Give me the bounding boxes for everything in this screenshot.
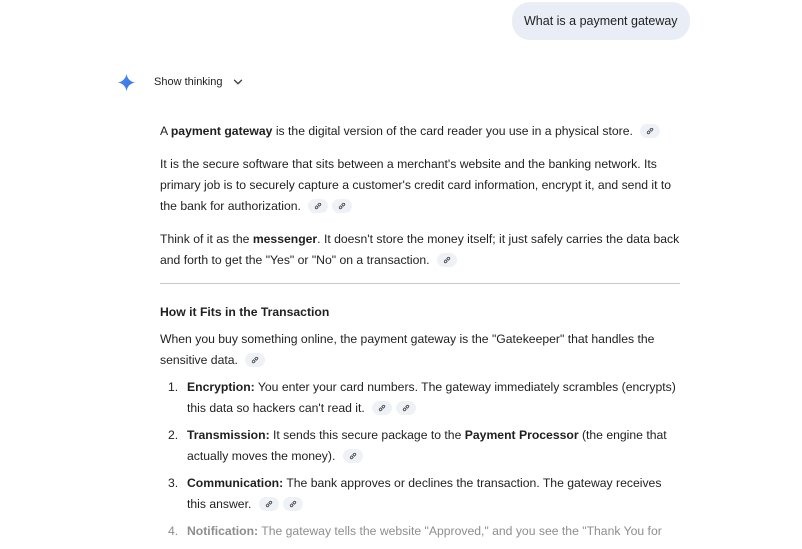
step-title: Communication: (187, 476, 284, 490)
citation-chip[interactable] (396, 401, 416, 415)
list-item (160, 425, 680, 467)
step-text: You enter your card numbers. The gateway immediately scrambles (encrypts) this data so hackers can't read it. (187, 380, 676, 415)
citation-chip[interactable] (372, 401, 392, 415)
response-paragraph-2 (160, 154, 680, 217)
response-paragraph-3 (160, 229, 680, 271)
paragraph-2-text: It is the secure software that sits between a merchant's website and the banking network. Its primary job is to securely capture a customer's credit card information, encrypt it, and send it to the bank for authorization. (160, 157, 672, 213)
user-message-bubble (512, 2, 690, 40)
link-icon (349, 452, 357, 460)
link-icon (314, 202, 322, 210)
step-bold-term: Payment Processor (464, 428, 579, 442)
step-title: Transmission: (187, 428, 270, 442)
link-icon (251, 356, 259, 364)
citation-chip[interactable] (437, 253, 457, 267)
section-intro-text: When you buy something online, the payment gateway is the "Gatekeeper" that handles the sensitive data. (160, 332, 655, 367)
link-icon (646, 127, 654, 135)
step-number: 4. (168, 524, 179, 538)
step-text: The bank approves or declines the transaction. The gateway receives this answer. (187, 476, 662, 511)
citation-chip[interactable] (308, 199, 328, 213)
step-number: 3. (168, 476, 179, 490)
intro-text-post: is the digital version of the card reader you use in a physical store. (272, 124, 633, 138)
intro-text-pre: A (160, 124, 171, 138)
link-icon (265, 500, 273, 508)
step-title: Encryption: (187, 380, 255, 394)
link-icon (402, 404, 410, 412)
step-title: Notification: (187, 524, 259, 538)
chevron-down-icon (231, 75, 245, 89)
link-icon (378, 404, 386, 412)
list-item (160, 377, 680, 419)
link-icon (338, 202, 346, 210)
response-intro-paragraph (160, 121, 680, 142)
citation-chip[interactable] (640, 124, 660, 138)
citation-chip[interactable] (283, 497, 303, 511)
show-thinking-toggle[interactable] (154, 72, 245, 92)
step-text-pre: It sends this secure package to the (269, 428, 465, 442)
section-divider (160, 283, 680, 284)
step-number: 1. (168, 380, 179, 394)
intro-bold-term: payment gateway (170, 124, 273, 138)
paragraph-3-text-post: . It doesn't store the money itself; it just safely carries the data back and forth to get the "Yes" or "No" on a transaction. (160, 232, 680, 267)
assistant-response (160, 121, 680, 548)
step-text-post: (the engine that actually moves the money). (187, 428, 667, 463)
list-item (160, 473, 680, 515)
paragraph-3-bold-term: messenger (252, 232, 318, 246)
citation-chip[interactable] (259, 497, 279, 511)
paragraph-3-text-pre: Think of it as the (160, 232, 253, 246)
citation-chip[interactable] (343, 449, 363, 463)
sparkle-icon (117, 73, 136, 92)
link-icon (289, 500, 297, 508)
transaction-steps-list (160, 377, 680, 542)
section-heading: How it Fits in the Transaction (160, 305, 330, 319)
citation-chip[interactable] (245, 353, 265, 367)
step-text: The gateway tells the website "Approved," and you see the "Thank You for (258, 524, 662, 538)
list-item (160, 521, 680, 542)
section-intro-paragraph (160, 329, 680, 371)
citation-chip[interactable] (332, 199, 352, 213)
link-icon (443, 256, 451, 264)
user-message-text: What is a payment gateway (524, 14, 678, 28)
show-thinking-label: Show thinking (154, 76, 223, 88)
step-number: 2. (168, 428, 179, 442)
